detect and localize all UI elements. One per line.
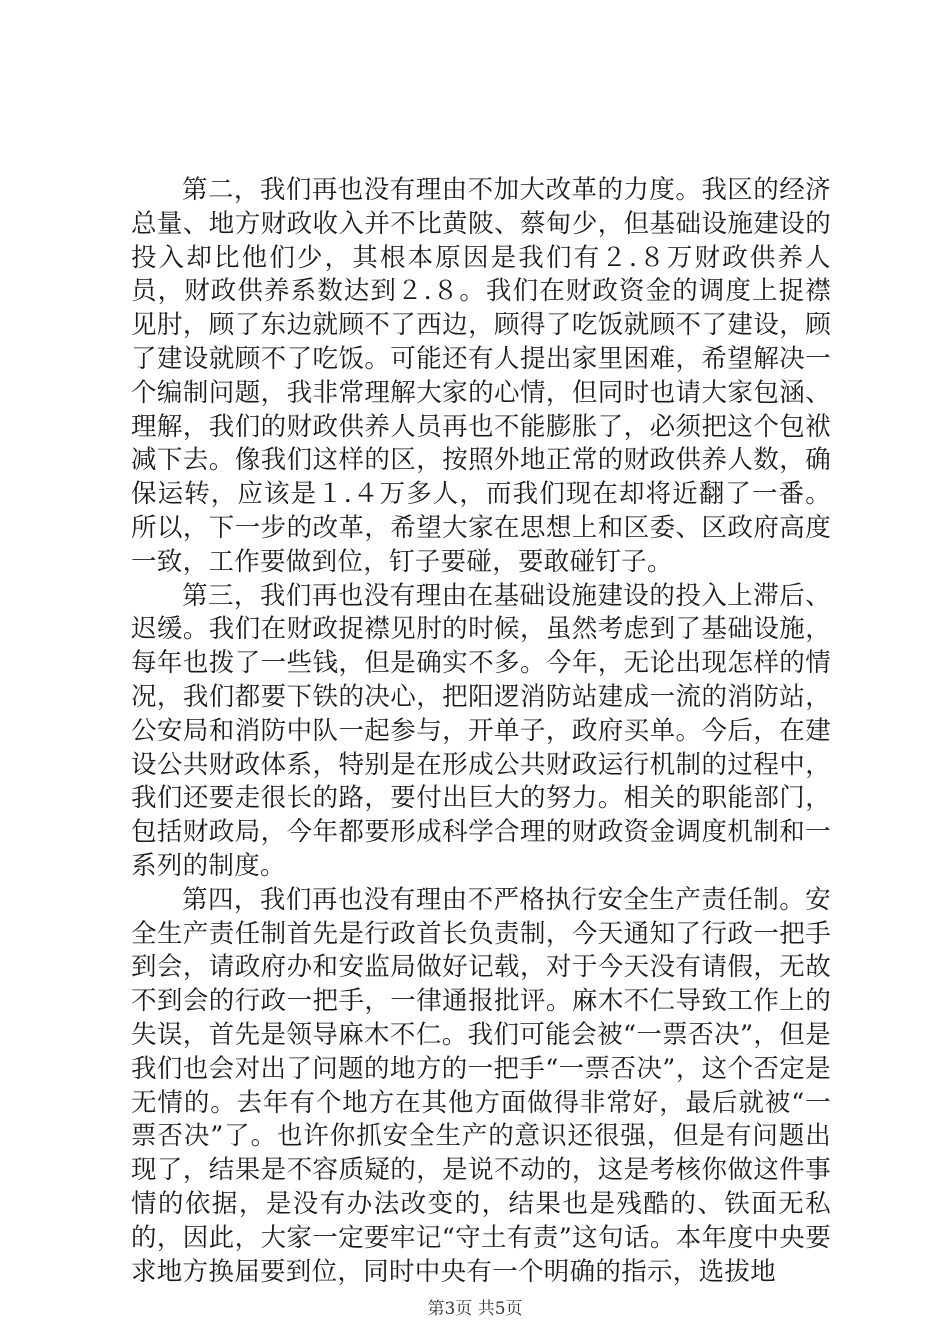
document-body bbox=[131, 174, 831, 1289]
paragraph-third-point: 第三，我们再也没有理由在基础设施建设的投入上滞后、迟缓。我们在财政捉襟见肘的时候，虽然考虑到了基础设施，每年也拨了一些钱，但是确实不多。今年，无论出现怎样的情况，我们都要下铁的决心，把阳逻消防站建成一流的消防站，公安局和消防中队一起参与，开单子，政府买单。今后，在建设公共财政体系，特别是在形成公共财政运行机制的过程中，我们还要走很长的路，要付出巨大的努力。相关的职能部门，包括财政局，今年都要形成科学合理的财政资金调度机制和一系列的制度。 bbox=[131, 580, 831, 881]
paragraph-fourth-point: 第四，我们再也没有理由不严格执行安全生产责任制。安全生产责任制首先是行政首长负责制，今天通知了行政一把手到会，请政府办和安监局做好记载，对于今天没有请假，无故不到会的行政一把手，一律通报批评。麻木不仁导致工作上的失误，首先是领导麻木不仁。我们可能会被“一票否决”，但是我们也会对出了问题的地方的一把手“一票否决”，这个否定是无情的。去年有个地方在其他方面做得非常好，最后就被“一票否决”了。也许你抓安全生产的意识还很强，但是有问题出现了，结果是不容质疑的，是说不动的，这是考核你做这件事情的依据，是没有办法改变的，结果也是残酷的、铁面无私的，因此，大家一定要牢记“守土有责”这句话。本年度中央要求地方换届要到位，同时中央有一个明确的指示，选拔地 bbox=[131, 884, 831, 1287]
page-number-footer: 第3页 共5页 bbox=[427, 1299, 523, 1319]
paragraph-second-point: 第二，我们再也没有理由不加大改革的力度。我区的经济总量、地方财政收入并不比黄陂、蔡甸少，但基础设施建设的投入却比他们少，其根本原因是我们有２.８万财政供养人员，财政供养系数达到２.８。我们在财政资金的调度上捉襟见肘，顾了东边就顾不了西边，顾得了吃饭就顾不了建设，顾了建设就顾不了吃饭。可能还有人提出家里困难，希望解决一个编制问题，我非常理解大家的心情，但同时也请大家包涵、理解，我们的财政供养人员再也不能膨胀了，必须把这个包袱减下去。像我们这样的区，按照外地正常的财政供养人数，确保运转，应该是１.４万多人，而我们现在却将近翻了一番。所以，下一步的改革，希望大家在思想上和区委、区政府高度一致，工作要做到位，钉子要碰，要敢碰钉子。 bbox=[131, 175, 831, 577]
